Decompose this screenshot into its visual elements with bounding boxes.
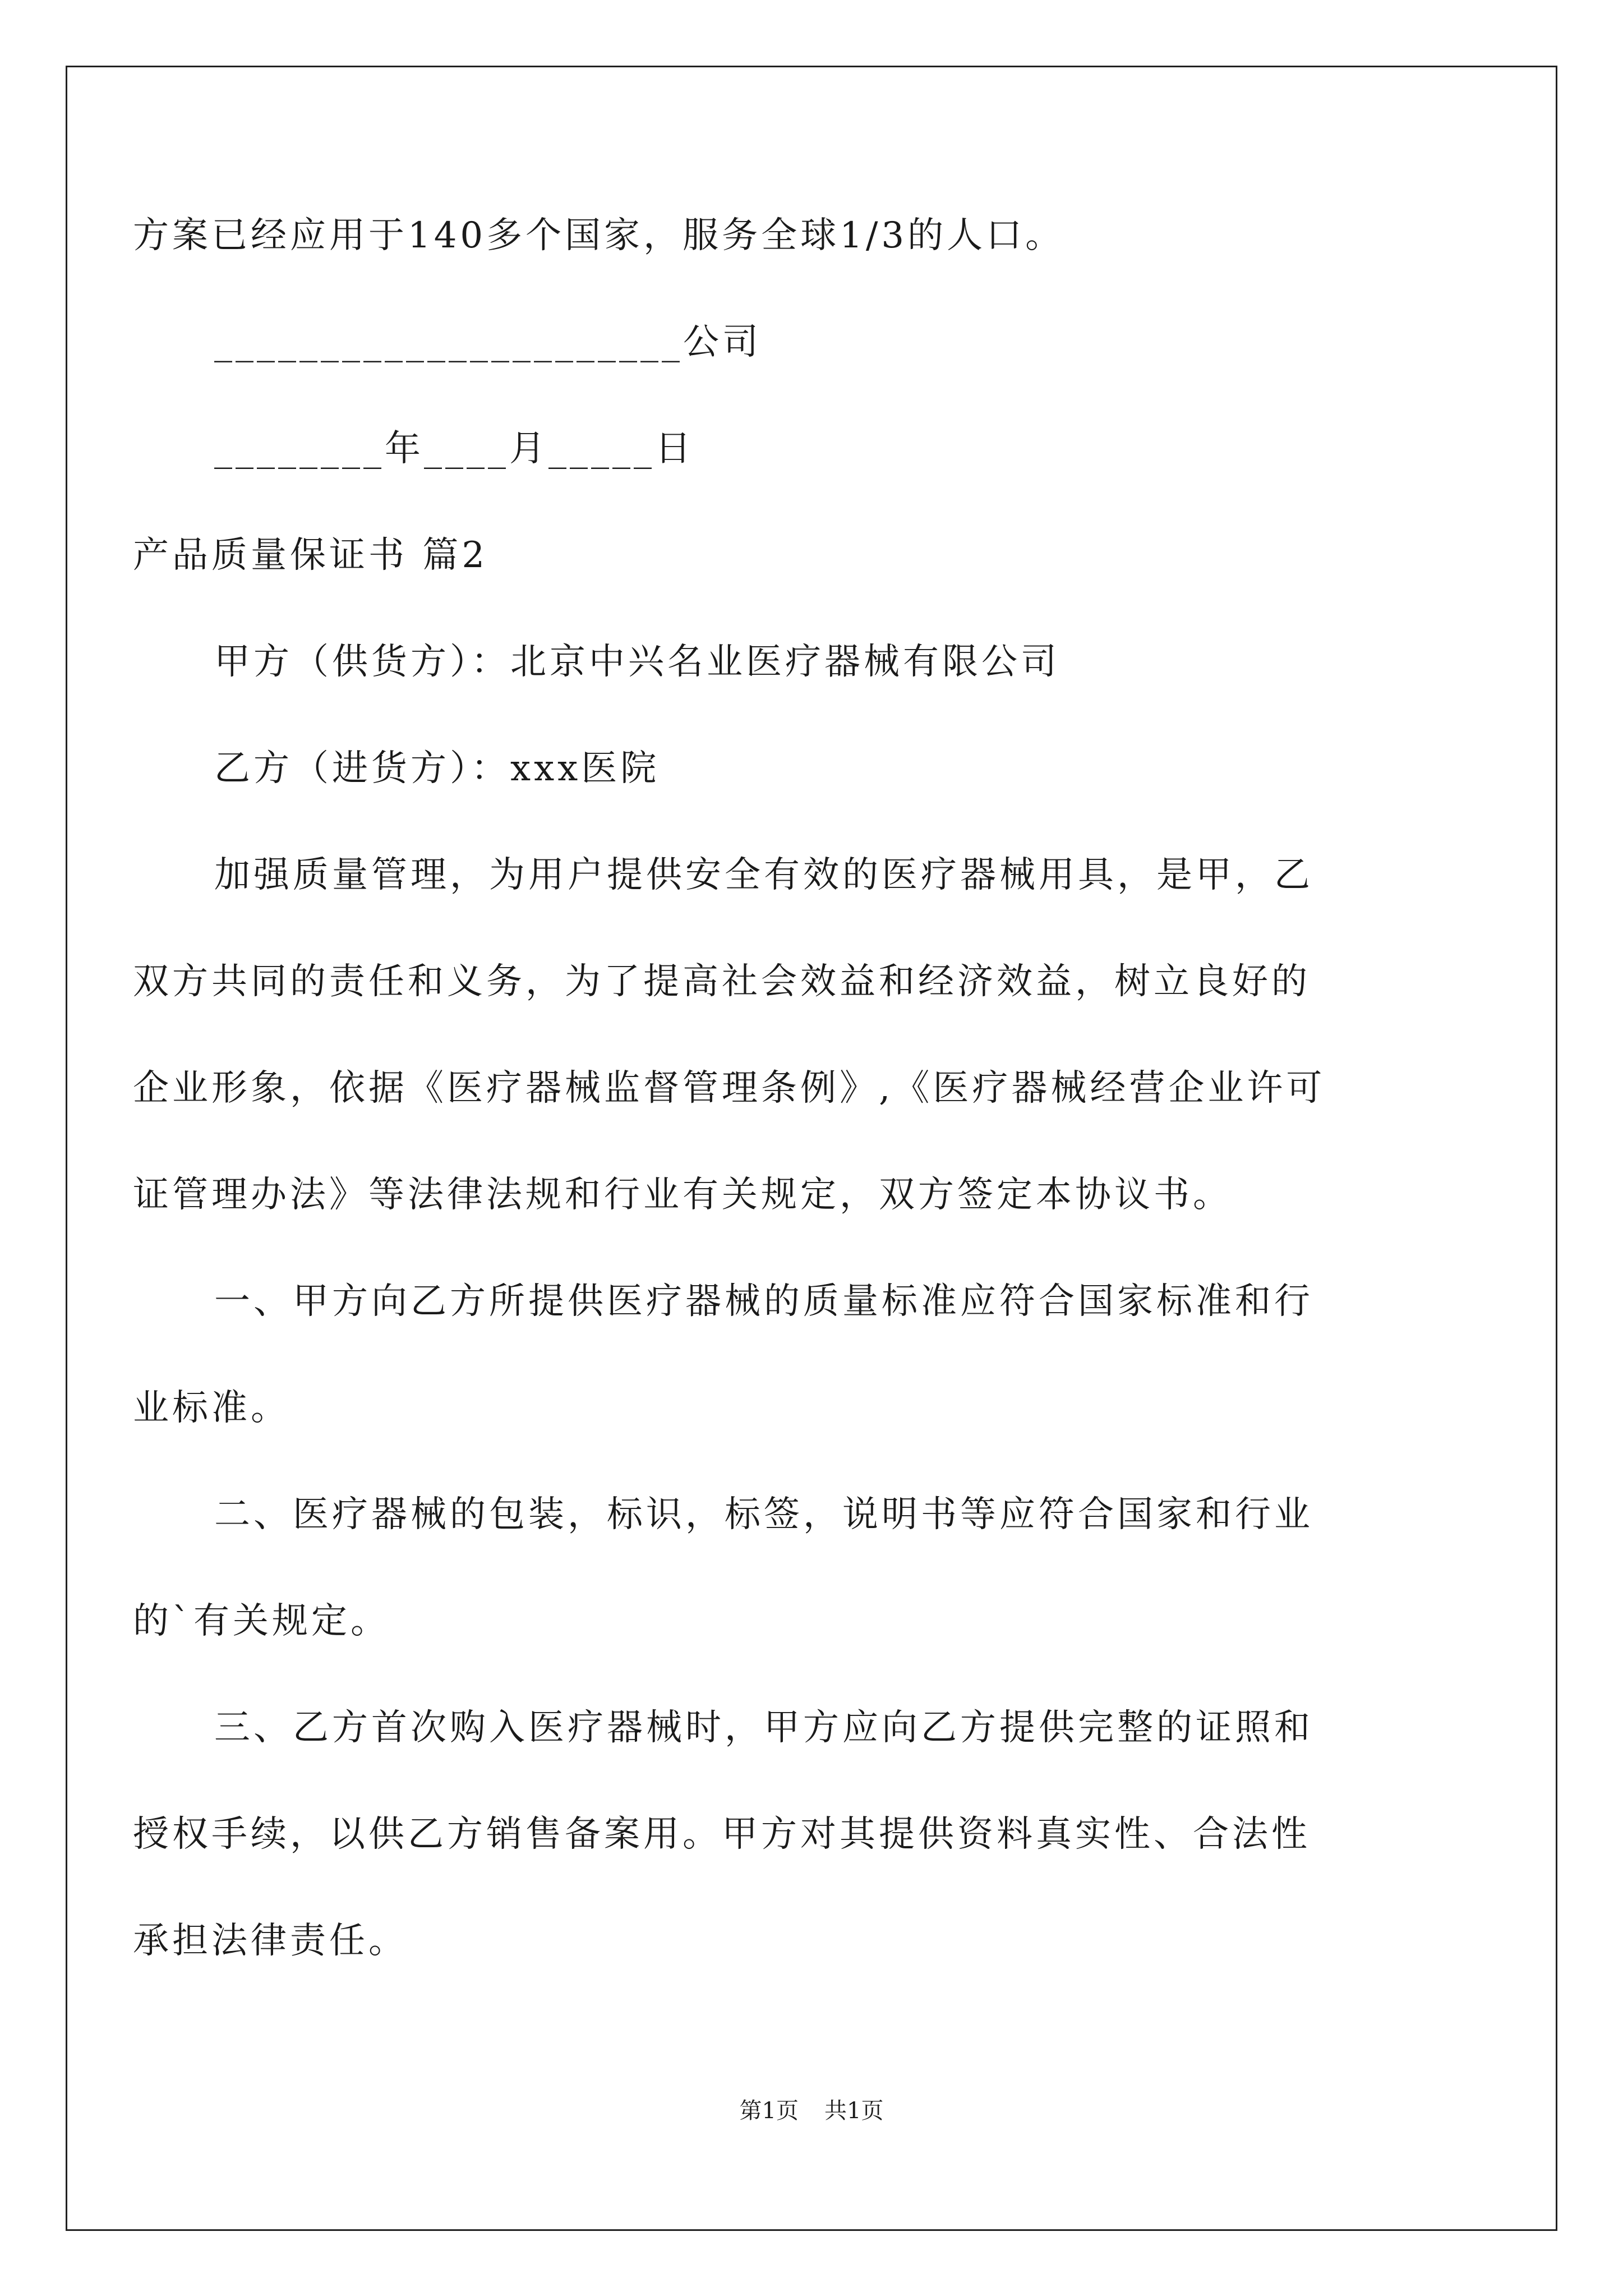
party-b-line: 乙方（进货方）：xxx医院 (214, 748, 660, 789)
clause-line: 二、医疗器械的包装，标识，标签，说明书等应符合国家和行业 (214, 1494, 1313, 1535)
clause-line: 授权手续，以供乙方销售备案用。甲方对其提供资料真实性、合法性 (133, 1814, 1311, 1855)
page-border (66, 66, 1557, 2231)
text-line: 方案已经应用于140多个国家，服务全球1/3的人口。 (133, 215, 1065, 256)
clause-line: 一、甲方向乙方所提供医疗器械的质量标准应符合国家标准和行 (214, 1281, 1313, 1322)
page-footer (0, 2097, 1623, 2125)
paragraph-line: 加强质量管理，为用户提供安全有效的医疗器械用具，是甲，乙 (214, 854, 1313, 896)
clause-line: 业标准。 (133, 1387, 290, 1429)
paragraph-line: 企业形象，依据《医疗器械监督管理条例》,《医疗器械经营企业许可 (133, 1068, 1326, 1109)
party-a-line: 甲方（供货方）：北京中兴名业医疗器械有限公司 (214, 641, 1060, 683)
paragraph-line: 证管理办法》等法律法规和行业有关规定，双方签定本协议书。 (133, 1174, 1232, 1216)
clause-line: 承担法律责任。 (133, 1920, 408, 1962)
paragraph-line: 双方共同的责任和义务，为了提高社会效益和经济效益，树立良好的 (133, 961, 1311, 1002)
date-blank-line: ________年____月_____日 (214, 428, 694, 470)
clause-line: 的`有关规定。 (133, 1600, 390, 1642)
clause-line: 三、乙方首次购入医疗器械时，甲方应向乙方提供完整的证照和 (214, 1707, 1313, 1749)
page-number: 第1页 (739, 2098, 799, 2124)
section-heading: 产品质量保证书 篇2 (133, 535, 488, 576)
page-count: 共1页 (824, 2098, 884, 2124)
company-blank-line: ______________________公司 (214, 321, 762, 363)
